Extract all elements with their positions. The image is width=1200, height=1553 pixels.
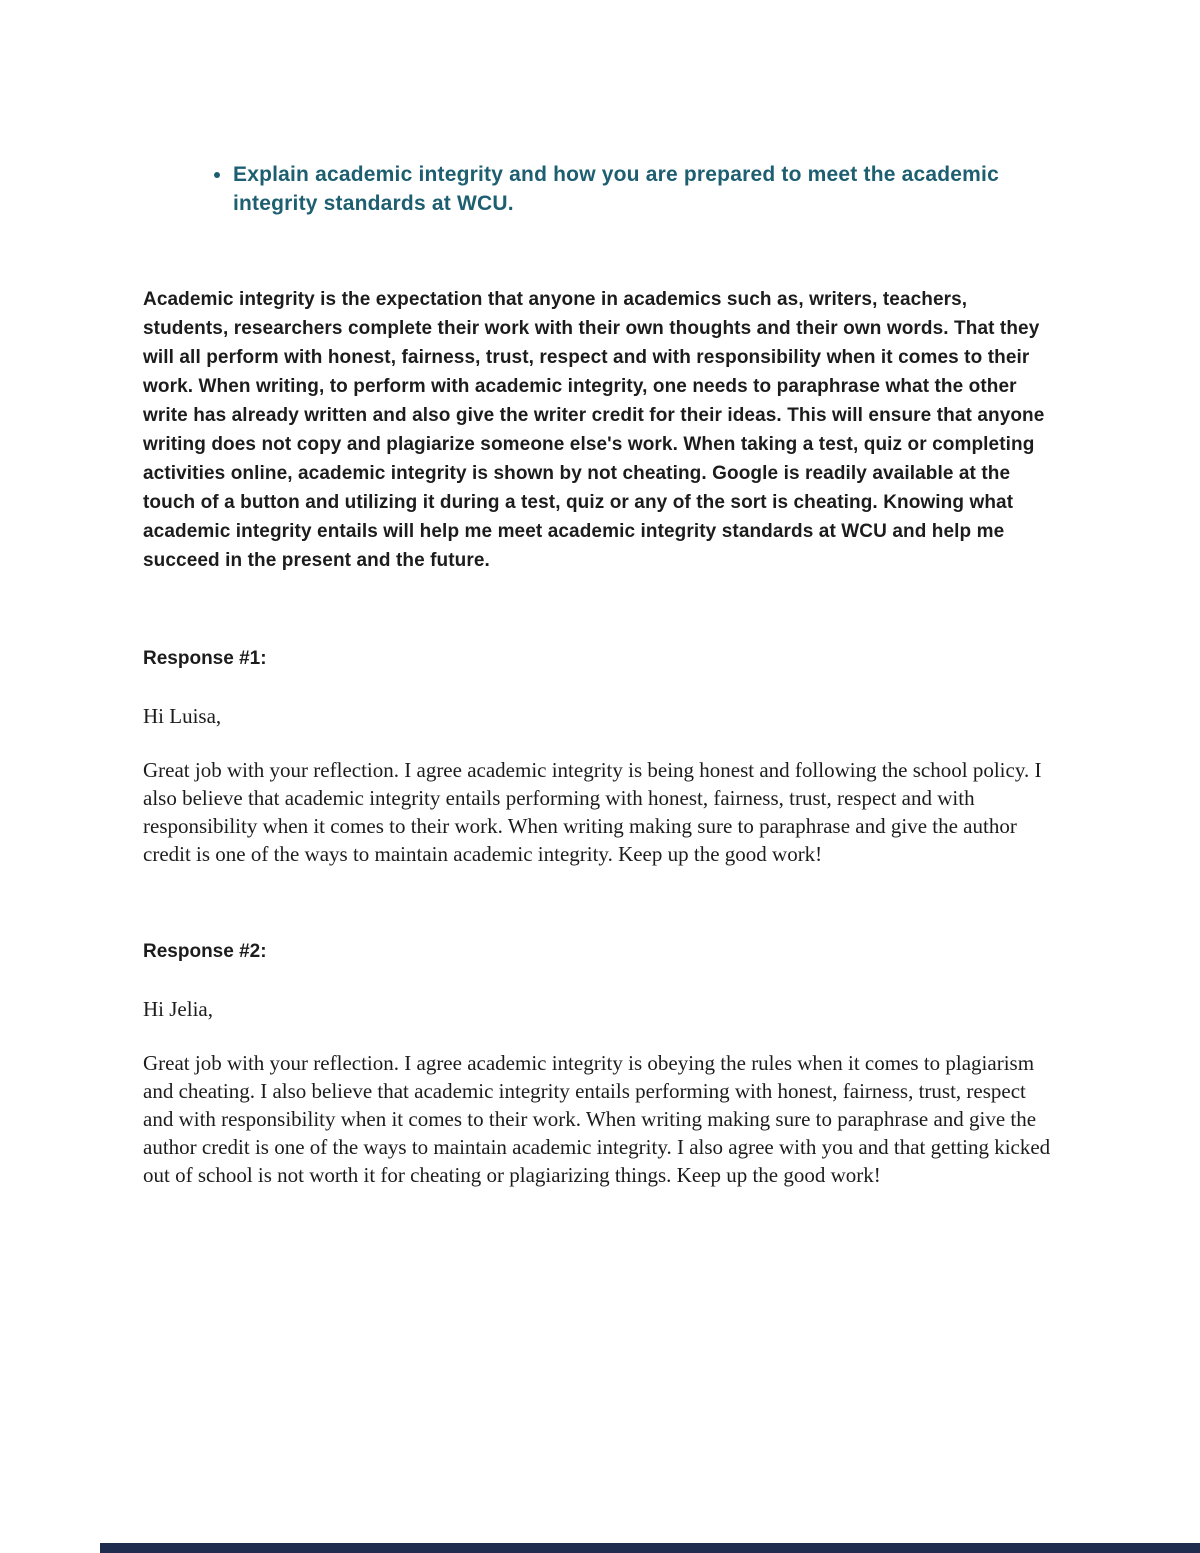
response-2-label: Response #2: [143,940,267,962]
viewer-footer-bar [100,1543,1200,1553]
prompt-heading-list [143,0,1057,219]
response-1-section [143,647,1057,868]
prompt-heading: • Explain academic integrity and how you are prepared to meet the academic integrity standards at WCU. [233,160,1033,219]
response-2-greeting: Hi Jelia, [143,996,213,1021]
response-1-label: Response #1: [143,647,267,669]
response-2-body: Great job with your reflection. I agree academic integrity is obeying the rules when it comes to plagiarism and cheating. I also believe that academic integrity entails performing with honest, fairness, trust, respect and with responsibility when it comes to their work. When writing making sure to paraphrase and give the author credit is one of the ways to maintain academic integrity. I also agree with you and that getting kicked out of school is not worth it for cheating or plagiarizing things. Keep up the good work! [143,1050,1051,1187]
response-1-greeting: Hi Luisa, [143,703,222,728]
intro-paragraph: Academic integrity is the expectation that anyone in academics such as, writers, teachers, students, researchers complete their work with their own thoughts and their own words. That they will all perform with honest, fairness, trust, respect and with responsibility when it comes to their work. When writing, to perform with academic integrity, one needs to paraphrase what the other write has already written and also give the writer credit for their ideas. This will ensure that anyone writing does not copy and plagiarize someone else's work. When taking a test, quiz or completing activities online, academic integrity is shown by not cheating. Google is readily available at the touch of a button and utilizing it during a test, quiz or any of the sort is cheating. Knowing what academic integrity entails will help me meet academic integrity standards at WCU and help me succeed in the present and the future. [143,288,1045,571]
response-1-body: Great job with your reflection. I agree academic integrity is being honest and following the school policy. I also believe that academic integrity entails performing with honest, fairness, trust, respect and with responsibility when it comes to their work. When writing making sure to paraphrase and give the author credit is one of the ways to maintain academic integrity. Keep up the good work! [143,757,1042,866]
response-2-section [143,940,1057,1189]
